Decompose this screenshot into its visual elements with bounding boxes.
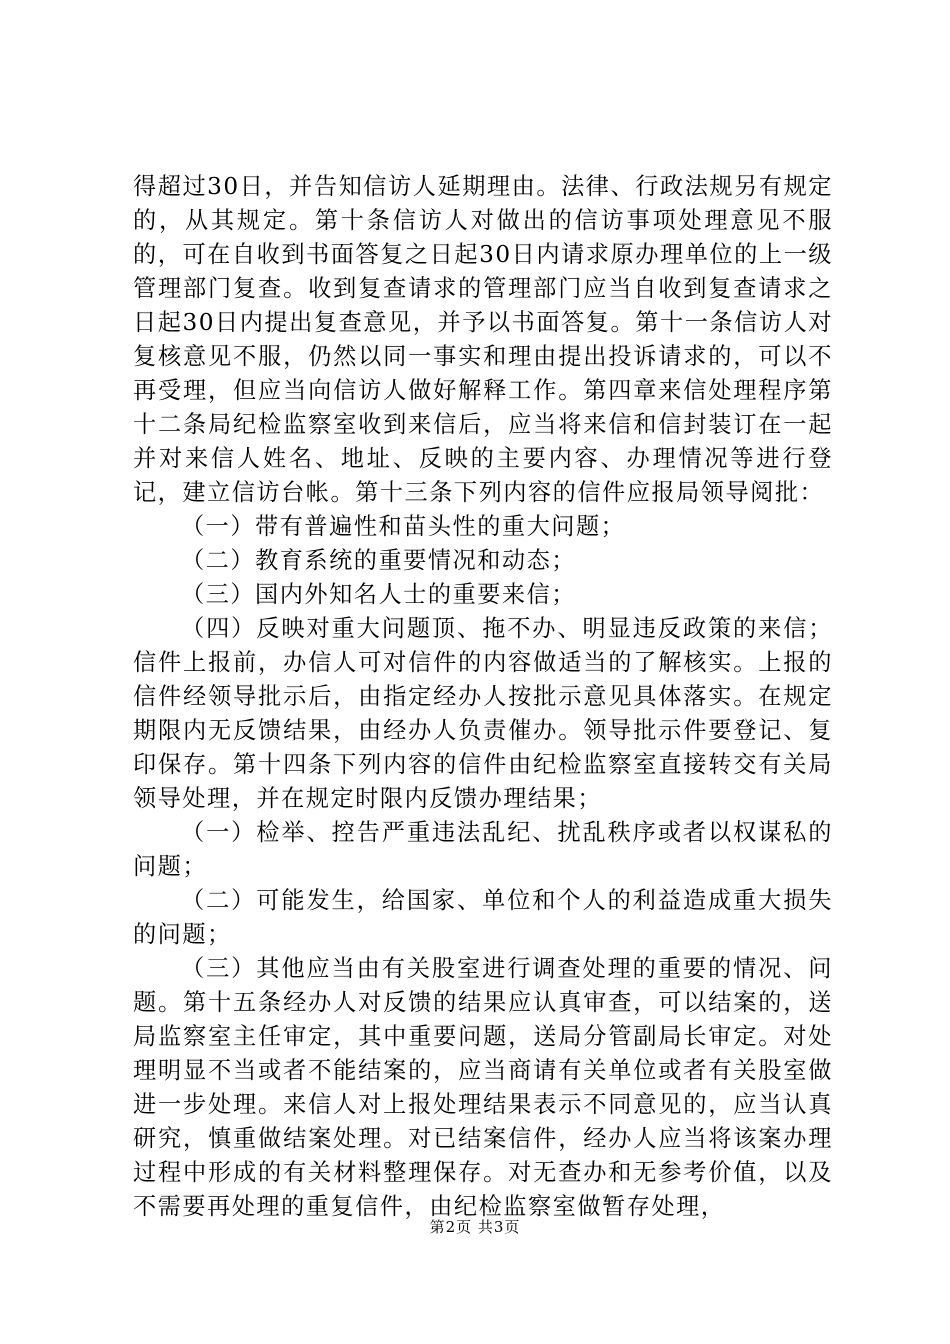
paragraph: （四）反映对重大问题顶、拖不办、明显违反政策的来信；信件上报前，办信人可对信件的内容做适当的了解核实。上报的信件经领导批示后，由指定经办人按批示意见具体落实。在规定期限内无反馈结果，由经办人负责催办。领导批示件要登记、复印保存。第十四条下列内容的信件由纪检监察室直接转交有关局领导处理，并在规定时限内反馈办理结果； [133, 615, 833, 812]
paragraph: 得超过30日，并告知信访人延期理由。法律、行政法规另有规定的，从其规定。第十条信访人对做出的信访事项处理意见不服的，可在自收到书面答复之日起30日内请求原办理单位的上一级管理部门复查。收到复查请求的管理部门应当自收到复查请求之日起30日内提出复查意见，并予以书面答复。第十一条信访人对复核意见不服，仍然以同一事实和理由提出投诉请求的，可以不再受理，但应当向信访人做好解释工作。第四章来信处理程序第十二条局纪检监察室收到来信后，应当将来信和信封装订在一起并对来信人姓名、地址、反映的主要内容、办理情况等进行登记，建立信访台帐。第十三条下列内容的信件应报局领导阅批： [133, 173, 833, 506]
paragraph: （三）国内外知名人士的重要来信； [181, 581, 576, 608]
document-body [133, 170, 833, 1224]
paragraph: （三）其他应当由有关股室进行调查处理的重要的情况、问题。第十五条经办人对反馈的结果应认真审查，可以结案的，送局监察室主任审定，其中重要问题，送局分管副局长审定。对处理明显不当或者不能结案的，应当商请有关单位或者有关股室做进一步处理。来信人对上报处理结果表示不同意见的，应当认真研究，慎重做结案处理。对已结案信件，经办人应当将该案办理过程中形成的有关材料整理保存。对无查办和无参考价值，以及不需要再处理的重复信件，由纪检监察室做暂存处理， [133, 955, 833, 1220]
paragraph: （二）教育系统的重要情况和动态； [181, 547, 576, 574]
paragraph: （一）带有普遍性和苗头性的重大问题； [181, 513, 626, 540]
page-number-footer: 第2页 共3页 [429, 1218, 521, 1236]
paragraph: （二）可能发生，给国家、单位和个人的利益造成重大损失的问题； [133, 887, 833, 948]
paragraph: （一）检举、控告严重违法乱纪、扰乱秩序或者以权谋私的问题； [133, 819, 833, 880]
